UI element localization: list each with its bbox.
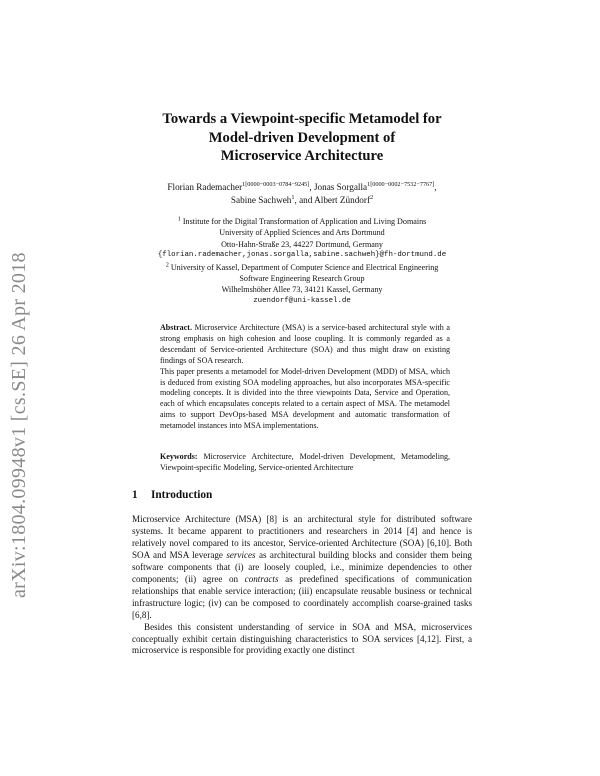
author-orcid: 1[0000−0002−7532−7767]	[367, 180, 435, 188]
author-affil-marker: 2	[370, 193, 374, 201]
body-text-run: Microservice Architecture (MSA) [8] is an architectural style for distributed software systems. It became apparent to practitioners and researchers in 2014 [4] and hence is relatively novel compared to its ancestor, Service-oriented Architecture (SOA) [6,10]. Both SOA and MSA leverage	[132, 514, 472, 560]
section-number: 1	[132, 489, 138, 501]
arxiv-stamp: arXiv:1804.09948v1 [cs.SE] 26 Apr 2018	[8, 252, 30, 598]
affiliations	[132, 216, 472, 307]
author-affil-marker: 1	[291, 193, 295, 201]
section-title: Introduction	[151, 489, 213, 501]
affil-email: {florian.rademacher,jonas.sorgalla,sabine.sachweh}@fh-dortmund.de	[157, 251, 447, 260]
body-paragraph-1	[132, 514, 472, 622]
author-name: Sabine Sachweh	[230, 195, 292, 205]
author-list: Florian Rademacher$^{1[0000-0003-0784-9245]}$, Jonas Sorgalla$^{1[0000-0002-7532-7767]}$, Sabine Sachweh$^1$, and Albert Zündorf$^2$	[167, 180, 437, 205]
affil-line: University of Kassel, Department of Computer Science and Electrical Engineering	[170, 262, 439, 272]
title-line-2: Model-driven Development of	[208, 129, 396, 146]
author-name: Jonas Sorgalla	[313, 182, 368, 192]
affiliation-1	[132, 216, 472, 262]
affil-line: Wilhelmshöher Allee 73, 34121 Kassel, Germany	[221, 285, 383, 295]
affil-email: zuendorf@uni-kassel.de	[253, 296, 351, 305]
affil-line: Institute for the Digital Transformation of Application and Living Domains	[182, 217, 427, 226]
section-heading	[132, 489, 212, 501]
affil-line: Otto-Hahn-Straße 23, 44227 Dortmund, Germany	[221, 239, 383, 249]
keywords-text: Microservice Architecture, Model-driven Development, Metamodeling, Viewpoint-specific Modeling, Service-oriented Architecture	[160, 452, 451, 472]
affil-line: University of Applied Sciences and Arts Dortmund	[219, 228, 385, 238]
author-orcid: 1[0000−0003−0784−9245]	[242, 180, 310, 188]
title-line-3: Microservice Architecture	[220, 148, 384, 164]
affiliation-2	[132, 262, 472, 308]
abstract-para-1: Microservice Architecture (MSA) is a service-based architectural style with a strong emphasis on high cohesion and loose coupling. It is commonly regarded as a descendant of Service-oriented Architecture (SOA) and thus might draw on existing findings of SOA research.	[160, 323, 450, 365]
affil-line: Software Engineering Research Group	[239, 274, 365, 284]
title-line-1: Towards a Viewpoint-specific Metamodel for	[162, 111, 442, 127]
emphasis-services: services	[226, 549, 256, 560]
keywords-label: Keywords:	[160, 452, 198, 461]
affil-marker: 1	[177, 215, 181, 223]
body-text	[132, 514, 472, 657]
keywords	[160, 452, 450, 474]
emphasis-contracts: contracts	[244, 573, 279, 584]
abstract-label: Abstract.	[160, 323, 192, 332]
body-text-run: as architectural building blocks and consider them being software components that (i) are loosely coupled, i.e., minimize dependencies to other components; (ii) agree on	[132, 549, 472, 584]
body-text-run: as predefined specifications of communication relationships that enable service interaction; (iii) encapsulate reusable business or technical infrastructure logic; (iv) can be composed to coordinately accomplish coarse-grained tasks [6,8].	[132, 573, 472, 620]
author-name: Albert Zündorf	[314, 195, 370, 205]
affil-marker: 2	[165, 260, 169, 268]
abstract-para-2: This paper presents a metamodel for Model-driven Development (MDD) of MSA, which is deduced from existing SOA modeling approaches, but also incorporates MSA-specific modeling concepts. It is divided into the three viewpoints Data, Service and Operation, each of which encapsulates concepts related to a certain aspect of MSA. The metamodel aims to support DevOps-based MSA development and automatic transformation of metamodel instances into MSA implementations.	[160, 366, 450, 431]
author-name: Florian Rademacher	[167, 182, 243, 192]
abstract	[160, 323, 450, 432]
body-paragraph-2: Besides this consistent understanding of service in SOA and MSA, microservices conceptually exhibit certain distinguishing characteristics to SOA services [4,12]. First, a microservice is responsible for providing exactly one distinct	[132, 621, 472, 656]
paper-title	[132, 110, 472, 166]
